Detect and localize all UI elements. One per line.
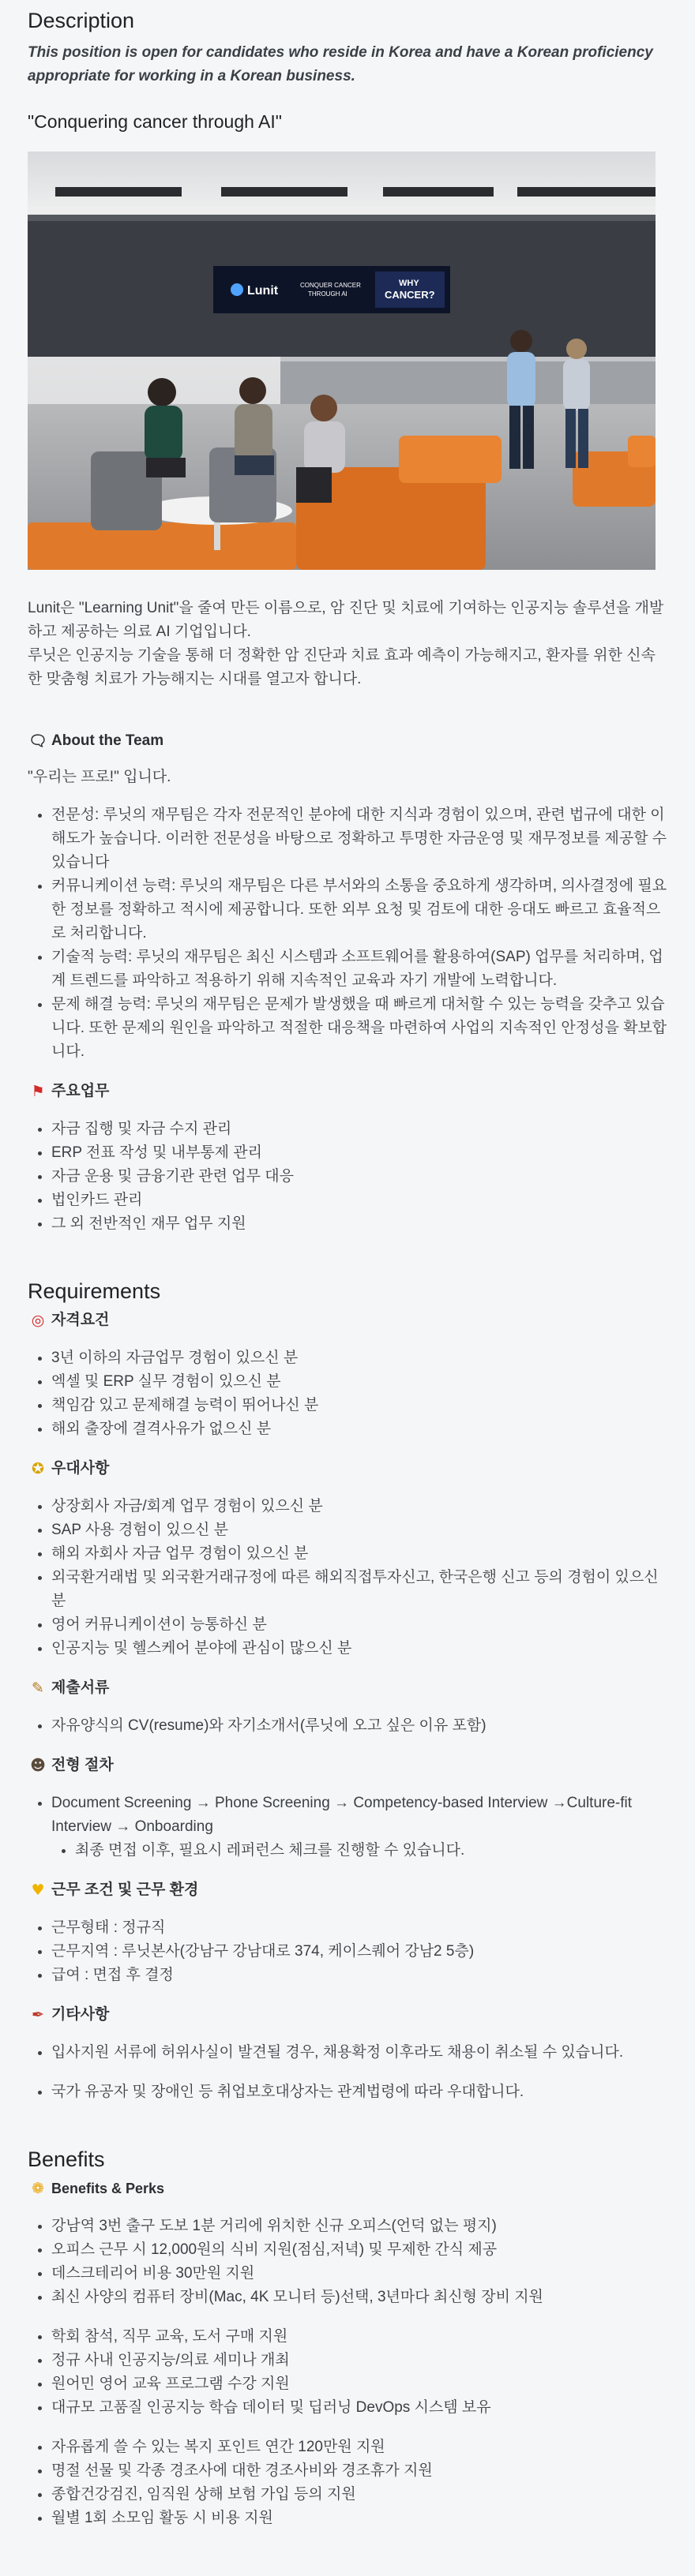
list-item: • 근무형태 : 정규직 [51,1916,667,1940]
qualifications-heading: ◎ 자격요건 [28,1309,667,1332]
list-item: • 해외 출장에 결격사유가 없으신 분 [51,1417,667,1441]
documents-heading: ✎ 제출서류 [28,1676,667,1700]
team-tagline: "우리는 프로!" 입니다. [28,769,171,785]
list-item: • 급여 : 면접 후 결정 [51,1964,667,1987]
list-item: • 문제 해결 능력: 루닛의 재무팀은 문제가 발생했을 때 빠르게 대처할 수 있는 능력을 갖추고 있습니다. 또한 문제의 원인을 파악하고 적절한 대응책을 마련하여 사업의 지속적인 안정성을 확보합니다. [51,993,667,1064]
duties-list [28,1118,667,1236]
red-flag-icon: ⚑ [31,1083,45,1100]
list-item: • 자금 운용 및 금융기관 관련 업무 대응 [51,1165,667,1189]
list-item: • 책임감 있고 문제해결 능력이 뛰어나신 분 [51,1394,667,1417]
intro-text: This position is open for candidates who reside in Korea and have a Korean proficiency appropriate for working in a Korean business. [28,44,653,84]
list-item: • 해외 자회사 자금 업무 경험이 있으신 분 [51,1542,667,1566]
company-paragraph-1: Lunit은 "Learning Unit"을 줄여 만든 이름으로, 암 진단 및 치료에 기여하는 인공지능 솔루션을 개발하고 제공하는 의료 AI 기업입니다. [28,600,664,640]
list-item: • 국가 유공자 및 장애인 등 취업보호대상자는 관계법령에 따라 우대합니다. [51,2080,667,2104]
list-item: • 기술적 능력: 루닛의 재무팀은 최신 시스템과 소프트웨어를 활용하여(SAP) 업무를 처리하며, 업계 트렌드를 파악하고 적용하기 위해 지속적인 교육과 자기 개발에 노력합니다. [51,945,667,993]
yellow-heart-icon: ♥ [31,1881,45,1899]
office-photo [28,152,656,570]
conditions-list [28,1916,667,1987]
list-item: • 대규모 고품질 인공지능 학습 데이터 및 딥러닝 DevOps 시스템 보유 [51,2396,667,2420]
list-item: • SAP 사용 경험이 있으신 분 [51,1518,667,1542]
screen-text-3: WHY [399,279,419,288]
etc-heading: ✒ 기타사항 [28,2003,667,2027]
target-icon: ◎ [31,1312,45,1329]
medal-icon: ✪ [32,1460,44,1477]
process-sublist [51,1839,667,1863]
detective-icon: ☻ [30,1757,46,1774]
list-item: • 그 외 전반적인 재무 업무 지원 [51,1212,667,1236]
preferred-heading: ✪ 우대사항 [28,1457,667,1481]
conditions-heading: ♥ 근무 조건 및 근무 환경 [28,1878,667,1902]
speech-bubble-icon: 🗨 [28,732,48,750]
list-item: • 학회 참석, 직무 교육, 도서 구매 지원 [51,2325,667,2349]
list-item: • 상장회사 자금/회계 업무 경험이 있으신 분 [51,1495,667,1518]
list-item: • 근무지역 : 루닛본사(강남구 강남대로 374, 케이스퀘어 강남2 5층) [51,1940,667,1964]
qualifications-list [28,1346,667,1441]
benefits-list-3 [28,2436,667,2530]
list-item: • 입사지원 서류에 허위사실이 발견될 경우, 채용확정 이후라도 채용이 취소될 수 있습니다. [51,2041,667,2065]
etc-list-2 [28,2080,667,2104]
benefits-heading: Benefits [28,2147,105,2171]
memo-icon: ✎ [32,1679,44,1697]
company-paragraph-2: 루닛은 인공지능 기술을 통해 더 정확한 암 진단과 치료 효과 예측이 가능해지고, 환자를 위한 신속한 맞춤형 치료가 가능해지는 시대를 열고자 합니다. [28,647,656,687]
list-item: • 최종 면접 이후, 필요시 레퍼런스 체크를 진행할 수 있습니다. [75,1839,667,1863]
list-item: • 종합건강검진, 임직원 상해 보험 가입 등의 지원 [51,2483,667,2507]
list-item: • 강남역 3번 출구 도보 1분 거리에 위치한 신규 오피스(언덕 없는 평지) [51,2215,667,2238]
list-item: • 자금 집행 및 자금 수지 관리 [51,1118,667,1141]
preferred-list [28,1495,667,1661]
list-item: • 자유롭게 쓸 수 있는 복지 포인트 연간 120만원 지원 [51,2436,667,2459]
team-heading: 🗨 About the Team [28,729,667,753]
process-list [28,1792,667,1863]
benefits-perks-heading: ❁ Benefits & Perks [28,2177,667,2200]
list-item: • 3년 이하의 자금업무 경험이 있으신 분 [51,1346,667,1370]
list-item: • 엑셀 및 ERP 실무 경험이 있으신 분 [51,1370,667,1394]
screen-text-2: THROUGH AI [308,290,348,298]
list-item: • 외국환거래법 및 외국환거래규정에 따른 해외직접투자신고, 한국은행 신고 등의 경험이 있으신 분 [51,1566,667,1613]
description-heading: Description [28,9,135,32]
etc-list [28,2041,667,2065]
duties-heading: ⚑ 주요업무 [28,1080,667,1103]
process-steps: Document Screening → Phone Screening → Competency-based Interview →Culture-fit Interview → Onboarding [51,1795,633,1835]
list-item: • 영어 커뮤니케이션이 능통하신 분 [51,1613,667,1637]
list-item: • ERP 전표 작성 및 내부통제 관리 [51,1141,667,1165]
list-item: • 인공지능 및 헬스케어 분야에 관심이 많으신 분 [51,1637,667,1661]
list-item: • 명절 선물 및 각종 경조사에 대한 경조사비와 경조휴가 지원 [51,2459,667,2483]
list-item: • 커뮤니케이션 능력: 루닛의 재무팀은 다른 부서와의 소통을 중요하게 생각하며, 의사결정에 필요한 정보를 정확하고 적시에 제공합니다. 또한 외부 요청 및 검토에 대한 응대도 빠르고 효율적으로 처리합니다. [51,874,667,945]
requirements-heading: Requirements [28,1279,161,1303]
team-list [28,803,667,1064]
slogan-quote: "Conquering cancer through AI" [28,111,282,132]
list-item [51,1792,667,1863]
list-item: • 최신 사양의 컴퓨터 장비(Mac, 4K 모니터 등)선택, 3년마다 최신형 장비 지원 [51,2286,667,2309]
screen-logo: Lunit [247,284,279,298]
list-item: • 전문성: 루닛의 재무팀은 각자 전문적인 분야에 대한 지식과 경험이 있으며, 관련 법규에 대한 이해도가 높습니다. 이러한 전문성을 바탕으로 정확하고 투명한 자금운영 및 재무정보를 제공할 수 있습니다 [51,803,667,874]
list-item: • 원어민 영어 교육 프로그램 수강 지원 [51,2372,667,2396]
list-item: • 월별 1회 소모임 활동 시 비용 지원 [51,2507,667,2530]
job-description-page [0,6,695,2576]
list-item: • 자유양식의 CV(resume)와 자기소개서(루닛에 오고 싶은 이유 포함) [51,1714,667,1738]
list-item: • 데스크테리어 비용 30만원 지원 [51,2262,667,2286]
documents-list [28,1714,667,1738]
screen-text-4: CANCER? [385,289,435,301]
benefits-list-2 [28,2325,667,2420]
list-item: • 법인카드 관리 [51,1189,667,1212]
list-item: • 오피스 근무 시 12,000원의 식비 지원(점심,저녁) 및 무제한 간식 제공 [51,2238,667,2262]
list-item: • 정규 사내 인공지능/의료 세미나 개최 [51,2349,667,2372]
process-heading: ☻ 전형 절차 [28,1754,667,1777]
sunflower-icon: ❁ [32,2180,44,2197]
screen-text-1: CONQUER CANCER [300,282,361,289]
pen-icon: ✒ [32,2006,44,2024]
benefits-list-1 [28,2215,667,2309]
